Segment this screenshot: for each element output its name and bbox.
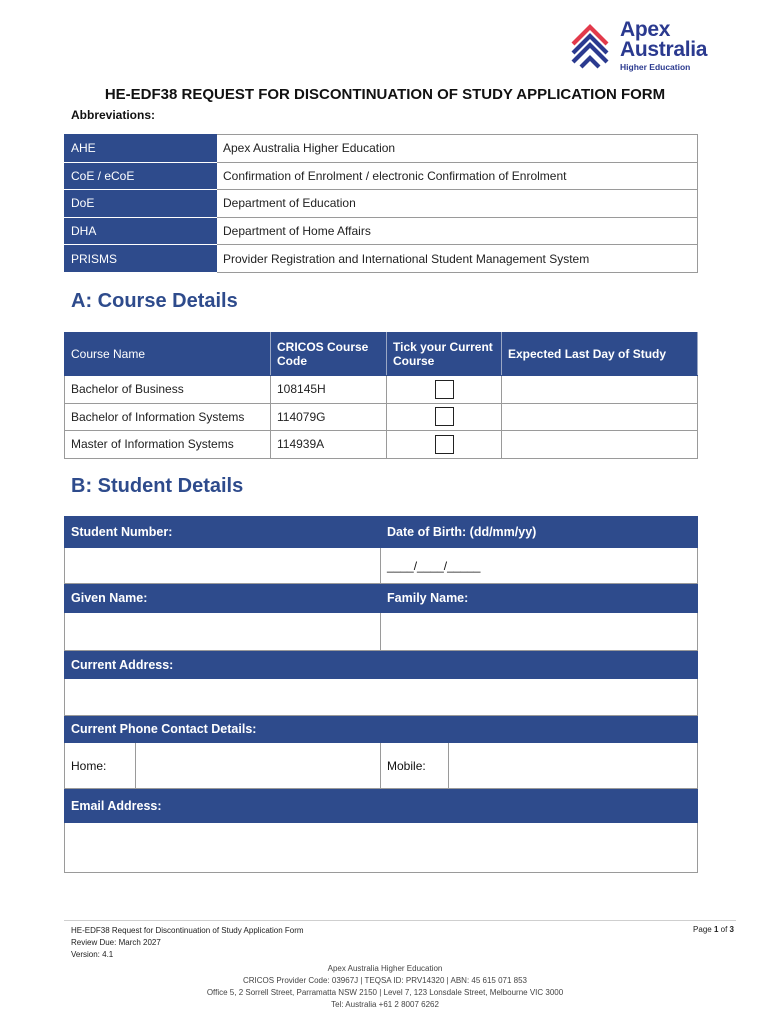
course-code: 114079G <box>271 403 387 431</box>
footer-tel: Tel: Australia +61 2 8007 6262 <box>331 1000 439 1009</box>
course-name: Master of Information Systems <box>65 431 271 459</box>
abbr-value: Apex Australia Higher Education <box>217 135 698 163</box>
family-name-label: Family Name: <box>381 584 698 613</box>
footer-review-due: Review Due: March 2027 <box>71 938 161 947</box>
footer-org: Apex Australia Higher Education <box>327 964 443 973</box>
section-b-heading: B: Student Details <box>71 475 244 497</box>
family-name-field[interactable] <box>381 613 698 651</box>
table-row <box>65 217 698 245</box>
email-field[interactable] <box>65 823 698 873</box>
abbr-key: DHA <box>65 217 217 245</box>
abbr-value: Confirmation of Enrolment / electronic Confirmation of Enrolment <box>217 162 698 190</box>
mobile-phone-label: Mobile: <box>381 743 449 789</box>
table-header-row <box>65 333 698 376</box>
section-a-heading: A: Course Details <box>71 290 238 312</box>
student-number-field[interactable] <box>65 548 381 584</box>
footer-version: Version: 4.1 <box>71 950 114 959</box>
email-label: Email Address: <box>65 789 698 823</box>
course-name: Bachelor of Business <box>65 376 271 404</box>
table-row <box>65 190 698 218</box>
course-code: 114939A <box>271 431 387 459</box>
current-address-label: Current Address: <box>65 651 698 679</box>
dob-label: Date of Birth: (dd/mm/yy) <box>381 517 698 548</box>
table-row <box>65 162 698 190</box>
current-course-checkbox[interactable] <box>435 435 454 454</box>
footer-doc-name: HE-EDF38 Request for Discontinuation of Study Application Form <box>71 926 304 935</box>
brand-name-line2: Australia <box>620 38 708 61</box>
home-phone-label: Home: <box>65 743 136 789</box>
abbr-key: DoE <box>65 190 217 218</box>
header-course-name: Course Name <box>65 333 271 376</box>
form-title: HE-EDF38 REQUEST FOR DISCONTINUATION OF STUDY APPLICATION FORM <box>104 86 666 103</box>
abbreviations-table <box>64 134 698 273</box>
abbr-key: AHE <box>65 135 217 163</box>
abbr-value: Provider Registration and International Student Management System <box>217 245 698 273</box>
current-course-checkbox[interactable] <box>435 407 454 426</box>
header-cricos-code: CRICOS Course Code <box>271 333 387 376</box>
mobile-phone-field[interactable] <box>449 743 698 789</box>
page-number: Page 1 of 3 <box>693 925 734 934</box>
current-address-field[interactable] <box>65 679 698 716</box>
table-row <box>65 135 698 163</box>
dob-field[interactable]: ____/____/_____ <box>381 548 698 584</box>
expected-last-day-field[interactable] <box>502 403 698 431</box>
abbr-value: Department of Education <box>217 190 698 218</box>
footer-address: Office 5, 2 Sorrell Street, Parramatta NSW 2150 | Level 7, 123 Lonsdale Street, Melbourne VIC 3000 <box>206 988 564 997</box>
phone-details-label: Current Phone Contact Details: <box>65 716 698 743</box>
header-tick-course: Tick your Current Course <box>387 333 502 376</box>
abbr-key: PRISMS <box>65 245 217 273</box>
abbr-value: Department of Home Affairs <box>217 217 698 245</box>
student-details-table <box>64 516 698 873</box>
header-expected-last-day: Expected Last Day of Study <box>502 333 698 376</box>
given-name-field[interactable] <box>65 613 381 651</box>
footer-divider <box>64 920 736 921</box>
brand-tagline: Higher Education <box>620 62 691 72</box>
abbreviations-label: Abbreviations: <box>71 108 156 122</box>
table-row <box>65 245 698 273</box>
given-name-label: Given Name: <box>65 584 381 613</box>
course-code: 108145H <box>271 376 387 404</box>
course-details-table <box>64 332 698 459</box>
footer-doc-info <box>71 925 304 961</box>
abbr-key: CoE / eCoE <box>65 162 217 190</box>
table-row <box>65 431 698 459</box>
home-phone-field[interactable] <box>136 743 381 789</box>
table-row <box>65 376 698 404</box>
footer-registration: CRICOS Provider Code: 03967J | TEQSA ID: PRV14320 | ABN: 45 615 071 853 <box>242 976 528 985</box>
current-course-checkbox[interactable] <box>435 380 454 399</box>
expected-last-day-field[interactable] <box>502 431 698 459</box>
course-name: Bachelor of Information Systems <box>65 403 271 431</box>
expected-last-day-field[interactable] <box>502 376 698 404</box>
brand-name-line1: Apex <box>620 18 671 41</box>
student-number-label: Student Number: <box>65 517 381 548</box>
table-row <box>65 403 698 431</box>
footer-organisation-info <box>0 963 770 1011</box>
